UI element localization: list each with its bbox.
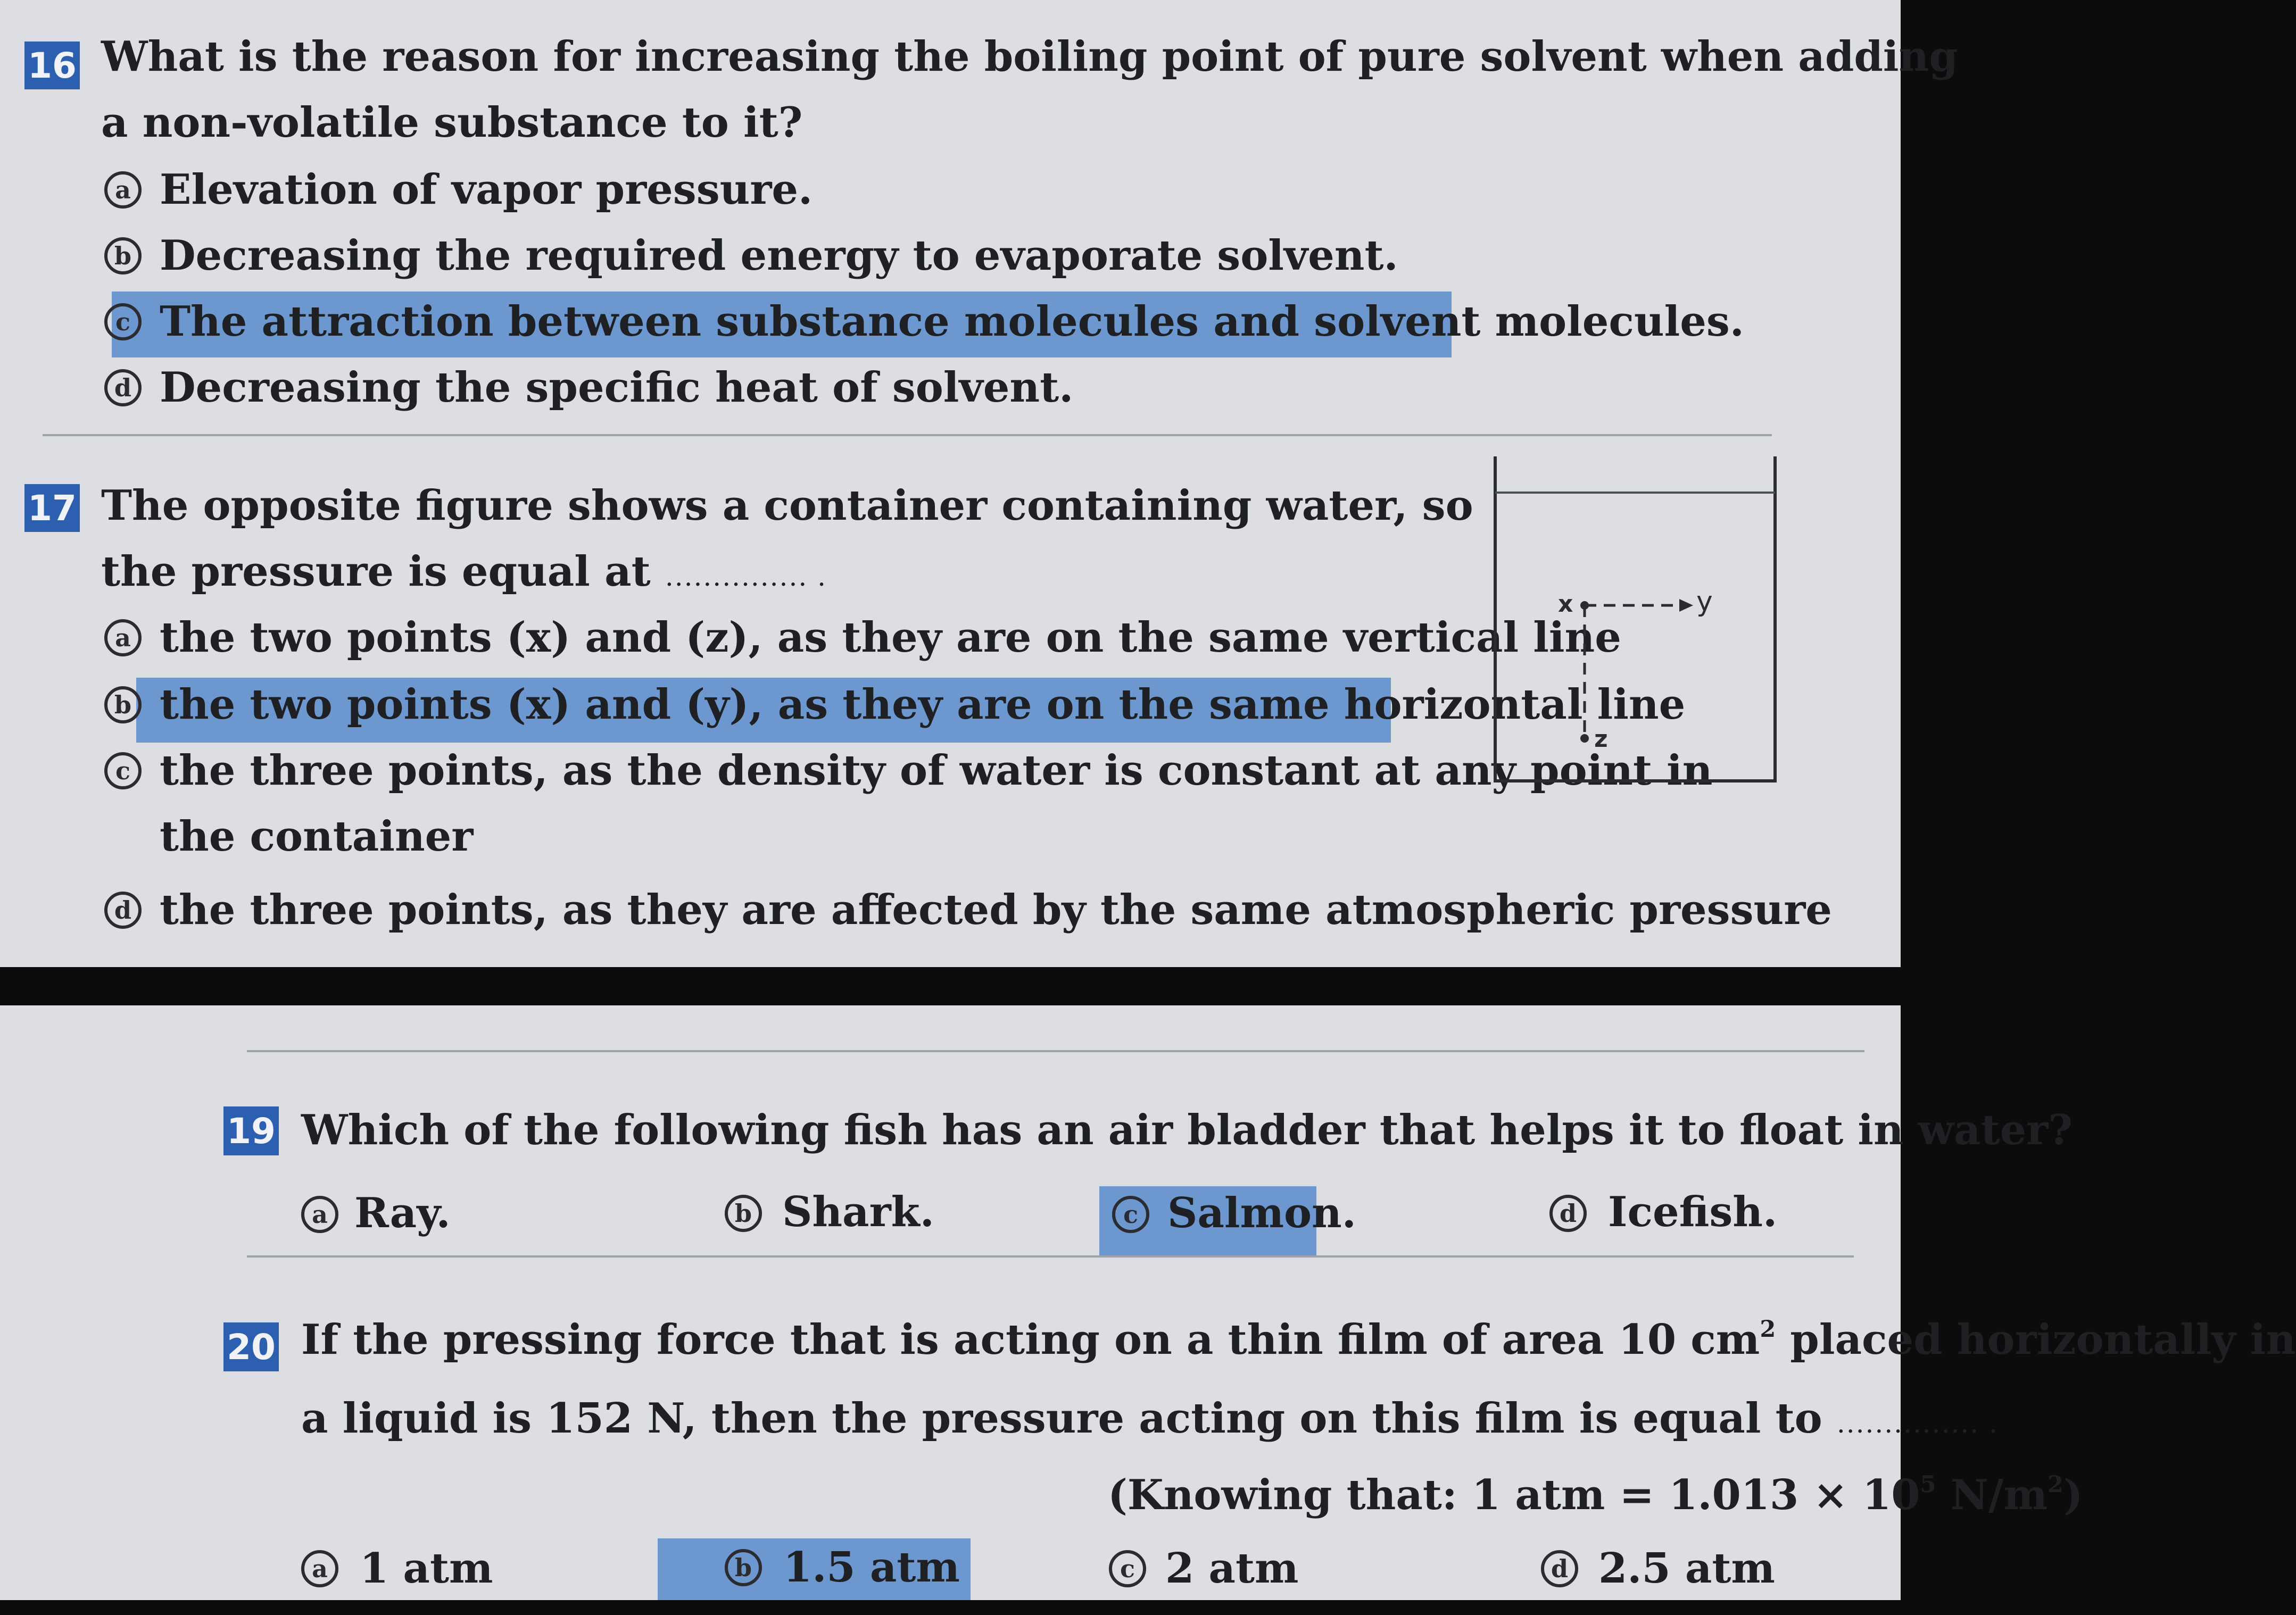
option-text[interactable]: 2.5 atm xyxy=(1598,1544,1775,1593)
answer-blank: ............... . xyxy=(665,561,827,592)
section-divider xyxy=(247,1050,1864,1052)
option-letter-d[interactable]: d xyxy=(104,369,142,406)
superscript: 2 xyxy=(2047,1471,2063,1498)
hint-part: N/m xyxy=(1936,1471,2048,1520)
container-outline xyxy=(1495,456,1775,781)
option-text[interactable]: 1 atm xyxy=(360,1544,493,1593)
option-letter-c[interactable]: c xyxy=(104,752,142,789)
question-text: The opposite figure shows a container containing water, so xyxy=(101,481,1473,530)
option-text[interactable]: 2 atm xyxy=(1165,1544,1299,1593)
question-text: a non-volatile substance to it? xyxy=(101,98,803,147)
hint-part: (Knowing that: 1 atm = 1.013 × 10 xyxy=(1108,1471,1920,1520)
option-letter-d[interactable]: d xyxy=(1541,1550,1578,1587)
option-letter-c[interactable]: c xyxy=(1112,1196,1149,1233)
option-text-continued[interactable]: the container xyxy=(160,812,474,861)
option-letter-c[interactable]: c xyxy=(104,303,142,340)
question-text-part: placed horizontally in xyxy=(1776,1316,2296,1364)
point-z xyxy=(1580,734,1589,743)
container-figure xyxy=(1490,451,1788,792)
option-letter-a[interactable]: a xyxy=(301,1550,338,1587)
section-divider xyxy=(43,434,1772,436)
option-text[interactable]: the two points (x) and (z), as they are on the same vertical line xyxy=(160,613,1621,662)
arrow-head xyxy=(1679,599,1693,612)
option-text[interactable]: Icefish. xyxy=(1608,1188,1778,1236)
option-text[interactable]: the two points (x) and (y), as they are on the same horizontal line xyxy=(160,680,1686,729)
option-letter-d[interactable]: d xyxy=(104,892,142,929)
question-text: Which of the following fish has an air bladder that helps it to float in water? xyxy=(301,1106,2073,1154)
option-text[interactable]: Shark. xyxy=(782,1188,934,1236)
option-text[interactable]: the three points, as they are affected by the same atmospheric pressure xyxy=(160,886,1832,934)
option-letter-b[interactable]: b xyxy=(725,1195,762,1232)
label-y: y xyxy=(1696,586,1713,618)
question-text-part: If the pressing force that is acting on a thin film of area 10 cm xyxy=(301,1316,1760,1364)
question-number-badge: 20 xyxy=(223,1322,279,1371)
question-text xyxy=(301,1316,2296,1364)
question-text-part: a liquid is 152 N, then the pressure acting on this film is equal to xyxy=(301,1394,1822,1443)
question-number-badge: 19 xyxy=(223,1106,279,1155)
option-letter-c[interactable]: c xyxy=(1109,1550,1146,1587)
question-text xyxy=(101,547,827,596)
option-letter-b[interactable]: b xyxy=(725,1549,762,1586)
option-text[interactable]: 1.5 atm xyxy=(783,1543,960,1592)
option-text[interactable]: The attraction between substance molecules and solvent molecules. xyxy=(160,297,1744,346)
question-text-part: the pressure is equal at xyxy=(101,547,651,596)
option-text[interactable]: Elevation of vapor pressure. xyxy=(160,165,813,214)
option-text[interactable]: Decreasing the required energy to evaporate solvent. xyxy=(160,231,1398,280)
answer-blank: ............... . xyxy=(1836,1408,1999,1439)
option-letter-d[interactable]: d xyxy=(1549,1195,1587,1232)
hint-text xyxy=(1108,1471,2083,1520)
option-text[interactable]: Salmon. xyxy=(1167,1189,1356,1237)
option-letter-a[interactable]: a xyxy=(104,171,142,209)
option-text[interactable]: Decreasing the specific heat of solvent. xyxy=(160,363,1074,412)
hint-part: ) xyxy=(2063,1471,2083,1520)
section-divider xyxy=(247,1255,1854,1258)
option-letter-b[interactable]: b xyxy=(104,237,142,274)
label-x: x xyxy=(1558,590,1573,618)
option-letter-b[interactable]: b xyxy=(104,686,142,723)
question-text: What is the reason for increasing the boiling point of pure solvent when adding xyxy=(101,32,1958,81)
label-z: z xyxy=(1594,726,1608,753)
point-x xyxy=(1580,601,1589,610)
page-bottom-panel xyxy=(0,1005,2296,1600)
superscript: 5 xyxy=(1920,1471,1936,1498)
option-letter-a[interactable]: a xyxy=(301,1196,338,1233)
question-number-badge: 16 xyxy=(24,41,80,89)
question-text xyxy=(301,1394,1999,1443)
question-number-badge: 17 xyxy=(24,484,80,532)
superscript: 2 xyxy=(1760,1316,1776,1343)
option-text[interactable]: the three points, as the density of water is constant at any point in xyxy=(160,746,1713,795)
option-text[interactable]: Ray. xyxy=(354,1189,451,1237)
option-letter-a[interactable]: a xyxy=(104,619,142,656)
